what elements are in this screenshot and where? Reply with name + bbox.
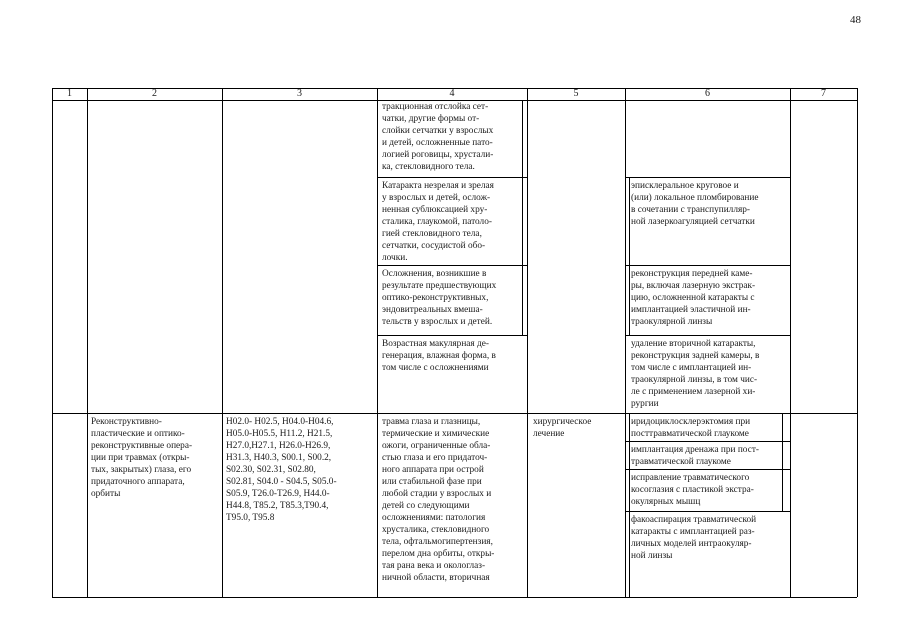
table-bottom-border	[52, 597, 857, 598]
col6-cell: исправление травматического косоглазия с пластикой экстра- окулярных мышц	[631, 473, 754, 507]
col4-cell: травма глаза и глазницы, термические и химические ожоги, ограниченные обла- стью глаза и его придаточ- ного аппарата при острой или стабильной фазе при любой стадии у взрослых и детей со следующими осложнениями: патология хрусталика, стекловидного тела, офтальмогипертензия, перелом дна орбиты, откры- тая рана века и окологлаз- ничной области, вторичная	[382, 417, 495, 583]
header-col-5: 5	[573, 88, 579, 99]
treatment-type-cell: хирургическое лечение	[533, 417, 592, 439]
column-divider	[625, 88, 626, 597]
col4-cell: тракционная отслойка сет- чатки, другие формы от- слойки сетчатки у взрослых и детей, осложненные пато- логией роговицы, хрустали- ка, стекловидного тела.	[382, 102, 494, 172]
page-number: 48	[850, 14, 861, 26]
header-col-1: 1	[67, 88, 72, 99]
column-divider	[222, 88, 223, 597]
column-divider	[790, 88, 791, 597]
col6-cell: удаление вторичной катаракты, реконструкция задней камеры, в том числе с имплантацией ин- траокулярной линзы, в том чис- ле с применением лазерной хи- рургии	[631, 339, 760, 409]
cell-divider	[625, 177, 790, 178]
table-row-divider	[52, 413, 857, 414]
header-col-3: 3	[297, 88, 302, 99]
col6-cell: эписклеральное круговое и (или) локальное пломбирование в сочетании с транспупилляр- ной лазеркоагуляцией сетчатки	[631, 181, 759, 227]
column-divider	[52, 88, 53, 597]
column-divider	[857, 88, 858, 597]
col4-cell: Осложнения, возникшие в результате предшествующих оптико-реконструктивных, эндовитреальных вмеша- тельств у взрослых и детей.	[382, 269, 497, 327]
header-col-6: 6	[705, 88, 710, 99]
col4-cell: Катаракта незрелая и зрелая у взрослых и детей, ослож- ненная сублюксацией хру- сталика, глаукомой, патоло- гией стекловидного тела, сетчатки, сосудистой обо- лочки.	[382, 181, 494, 263]
icd-codes-cell: H02.0- H02.5, H04.0-H04.6, H05.0-H05.5, H11.2, H21.5, H27.0,H27.1, H26.0-H26.9, H31.3, H40.3, S00.1, S00.2, S02.30, S02.31, S02.80, S02.81, S04.0 - S04.5, S05.0- S05.9, T26.0-T26.9, H44.0- H44.8, T85.2, T85.3,T90.4, T95.0, T95.8	[226, 417, 337, 523]
header-col-4: 4	[449, 88, 455, 99]
cell-edge	[629, 177, 630, 335]
cell-divider	[625, 265, 790, 266]
col4-cell: Возрастная макулярная де- генерация, влажная форма, в том числе с осложнениями	[382, 339, 496, 373]
cell-divider	[625, 469, 790, 470]
cell-divider	[377, 265, 527, 266]
header-col-7: 7	[821, 88, 826, 99]
cell-divider	[625, 441, 790, 442]
col6-cell: иридоциклосклерэктомия при посттравматической глаукоме	[631, 417, 751, 439]
col6-cell: имплантация дренажа при пост- травматической глаукоме	[631, 445, 759, 467]
cell-divider	[377, 177, 527, 178]
cell-divider	[377, 335, 527, 336]
header-col-2: 2	[152, 88, 157, 99]
column-divider	[87, 88, 88, 597]
col6-cell: факоаспирация травматической катаракты с имплантацией раз- личных моделей интраокуляр- ной линзы	[631, 515, 757, 561]
cell-divider	[625, 511, 790, 512]
col6-cell: реконструкция передней каме- ры, включая лазерную экстрак- цию, осложненной катаракты с имплантацией эластичной ин- траокулярной линзы	[631, 269, 756, 327]
cell-edge	[629, 413, 630, 597]
procedure-name-cell: Реконструктивно- пластические и оптико- реконструктивные опера- ции при травмах (откры- тых, закрытых) глаза, его придаточного аппарата, орбиты	[91, 417, 193, 499]
cell-divider	[625, 335, 790, 336]
column-divider	[377, 88, 378, 597]
column-divider	[527, 88, 528, 597]
